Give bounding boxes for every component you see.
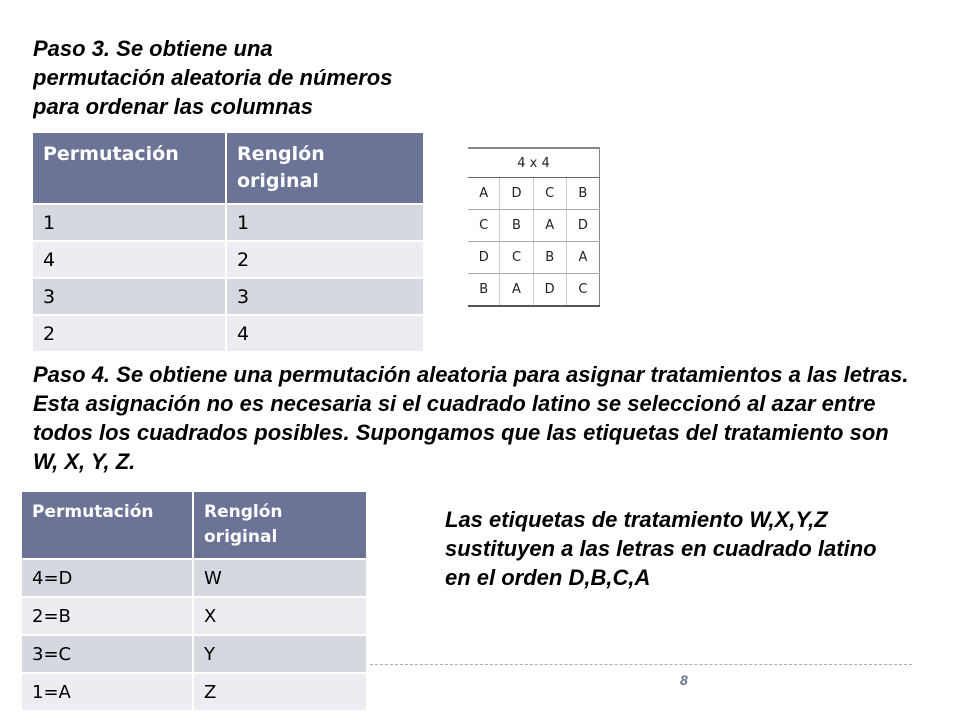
- table-cell: 2: [33, 315, 226, 352]
- latin-square-title-row: [468, 148, 600, 178]
- table-cell: W: [193, 559, 367, 597]
- latin-square-row: [468, 274, 600, 307]
- table-row: [22, 673, 367, 711]
- table-cell: 3: [33, 278, 226, 315]
- column-header: Permutación: [33, 133, 226, 204]
- table-cell: X: [193, 597, 367, 635]
- latin-cell: A: [468, 178, 500, 210]
- table-cell: Y: [193, 635, 367, 673]
- treatment-note: Las etiquetas de tratamiento W,X,Y,Z sustituyen a las letras en cuadrado latino en el orden D,B,C,A: [445, 507, 877, 590]
- latin-cell: A: [566, 242, 599, 274]
- table-row: [33, 278, 424, 315]
- column-header: Renglón original: [193, 492, 367, 559]
- latin-cell: D: [500, 178, 533, 210]
- table-row: [22, 559, 367, 597]
- latin-square-title: 4 x 4: [468, 148, 600, 178]
- paso-3-text: Paso 3. Se obtiene una permutación aleatoria de números para ordenar las columnas: [33, 36, 393, 119]
- table-cell: 3: [226, 278, 424, 315]
- table-cell: 4: [33, 241, 226, 278]
- page-number: 8: [680, 672, 688, 688]
- permutation-table-treatments: [22, 492, 368, 712]
- latin-cell: C: [533, 178, 566, 210]
- table-header-row: [33, 133, 424, 204]
- latin-cell: A: [533, 210, 566, 242]
- table-cell: 4: [226, 315, 424, 352]
- table-row: [22, 635, 367, 673]
- table-cell: 1: [33, 204, 226, 241]
- latin-cell: A: [500, 274, 533, 307]
- latin-cell: D: [533, 274, 566, 307]
- table-row: [33, 315, 424, 352]
- latin-cell: C: [468, 210, 500, 242]
- paso-4-text: Paso 4. Se obtiene una permutación aleatoria para asignar tratamientos a las letras. Esta asignación no es necesaria si el cuadrado latino se seleccionó al azar entre todos los cuadrados posibles. Supongamos que las etiquetas del tratamiento son W, X, Y, Z.: [33, 362, 909, 474]
- table-cell: 3=C: [22, 635, 193, 673]
- latin-cell: C: [500, 242, 533, 274]
- table-cell: 4=D: [22, 559, 193, 597]
- table-cell: 2=B: [22, 597, 193, 635]
- table-cell: Z: [193, 673, 367, 711]
- table-row: [33, 204, 424, 241]
- table-header-row: [22, 492, 367, 559]
- latin-cell: B: [533, 242, 566, 274]
- latin-square-row: [468, 178, 600, 210]
- latin-cell: B: [468, 274, 500, 307]
- latin-square-row: [468, 242, 600, 274]
- column-header: Permutación: [22, 492, 193, 559]
- latin-cell: D: [566, 210, 599, 242]
- latin-square-table: [468, 147, 600, 307]
- latin-cell: B: [500, 210, 533, 242]
- column-header: Renglón original: [226, 133, 424, 204]
- footer-divider: [370, 664, 912, 665]
- table-cell: 1: [226, 204, 424, 241]
- table-row: [22, 597, 367, 635]
- latin-square-row: [468, 210, 600, 242]
- latin-cell: C: [566, 274, 599, 307]
- latin-cell: D: [468, 242, 500, 274]
- table-cell: 1=A: [22, 673, 193, 711]
- table-row: [33, 241, 424, 278]
- table-cell: 2: [226, 241, 424, 278]
- permutation-table-columns: [33, 133, 425, 353]
- latin-cell: B: [566, 178, 599, 210]
